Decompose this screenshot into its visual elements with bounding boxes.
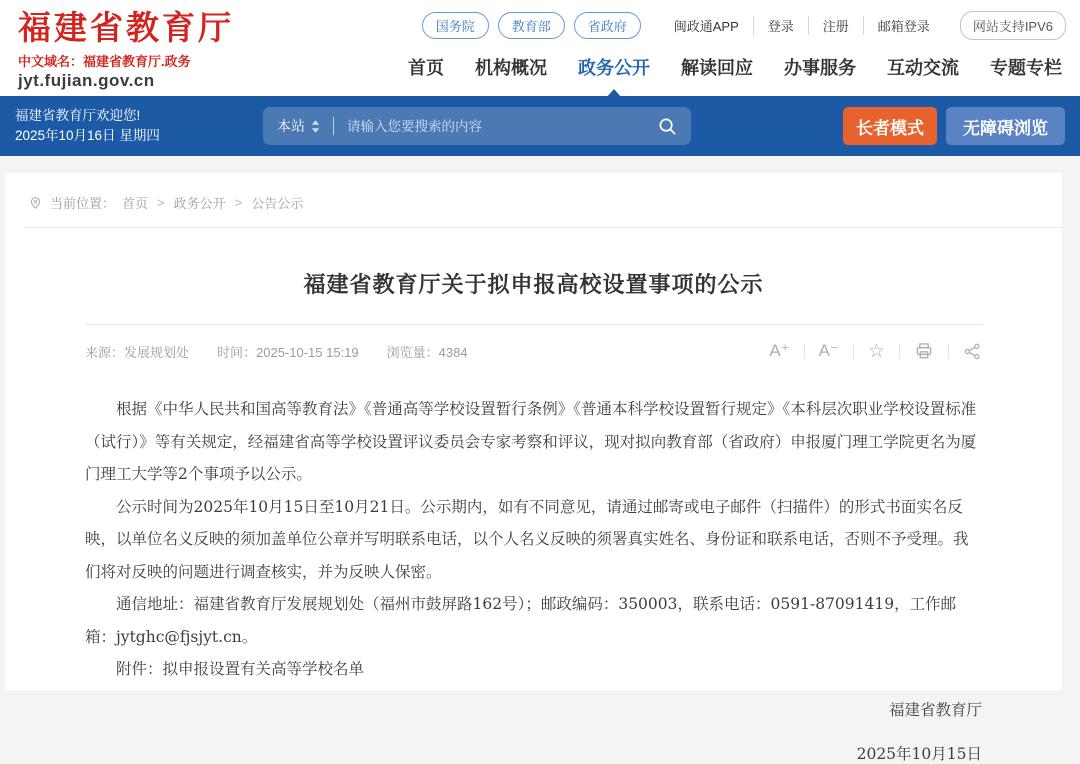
meta-source: 来源：发展规划处 [85,344,190,360]
link-minzhengtong-app[interactable]: 闽政通APP [673,19,739,34]
printer-icon [914,341,934,361]
user-links [660,16,944,35]
breadcrumb [23,173,1062,228]
sort-arrows-icon [311,120,320,133]
search-divider [333,117,334,135]
tool-separator [948,344,949,359]
article-body [85,393,982,686]
article-paragraph-attachment: 附件：拟申报设置有关高等学校名单 [116,660,365,678]
site-logo[interactable] [18,10,234,91]
accessibility-button[interactable]: 无障碍浏览 [946,107,1065,145]
ipv6-badge: 网站支持IPV6 [960,11,1066,40]
site-header [0,0,1080,96]
font-increase-button[interactable]: A⁺ [769,341,790,360]
nav-item-organization[interactable]: 机构概况 [475,58,547,78]
search-button[interactable] [658,117,677,136]
signature-date: 2025年10月15日 [856,744,982,763]
article-paragraph: 公示时间为2025年10月15日至10月21日。公示期内，如有不同意见，请通过邮寄或电子邮件（扫描件）的形式书面实名反映，以单位名义反映的须加盖单位公章并写明联系电话，以个人名义反映的须署真实姓名、身份证和联系电话，否则不予受理。我们将对反映的问题进行调查核实，并为反映人保密。 [85,497,969,581]
article-tools [769,340,982,363]
signature-block [85,698,982,764]
logo-title: 福建省教育厅 [18,11,234,47]
banner-bar [0,96,1080,156]
breadcrumb-label: 当前位置： [50,196,116,211]
share-button[interactable] [963,342,982,361]
breadcrumb-home[interactable]: 首页 [122,196,149,211]
logo-url: jyt.fujian.gov.cn [18,71,155,90]
mail-login-link[interactable]: 邮箱登录 [863,16,944,35]
link-provincial-government[interactable]: 省政府 [574,12,641,39]
search-scope-select[interactable] [277,116,320,136]
search-icon [658,117,677,136]
signature-agency: 福建省教育厅 [888,700,982,719]
tool-separator [804,344,805,359]
location-pin-icon [28,195,43,210]
breadcrumb-announcements[interactable]: 公告公示 [251,196,304,211]
content-card [5,173,1062,763]
tool-separator [853,344,854,359]
nav-item-services[interactable]: 办事服务 [784,58,856,78]
welcome-text: 福建省教育厅欢迎您! [15,108,141,123]
search-scope-value: 本站 [277,118,305,134]
article-paragraph: 根据《中华人民共和国高等教育法》《普通高等学校设置暂行条例》《普通本科学校设置暂行规定》《本科层次职业学校设置标准（试行）》等有关规定，经福建省高等学校设置评议委员会专家考察和评议，现对拟向教育部（省政府）申报厦门理工学院更名为厦门理工大学等2个事项予以公示。 [85,400,977,483]
tool-separator [899,344,900,359]
top-link-bar [422,11,1066,40]
meta-time: 时间：2025-10-15 15:19 [217,344,359,360]
share-icon [963,342,982,361]
logo-chinese-domain: 中文域名：福建省教育厅.政务 [18,54,191,69]
main-nav [408,54,1062,80]
article-paragraph: 通信地址：福建省教育厅发展规划处（福州市鼓屏路162号）；邮政编码：350003，联系电话：0591-87091419，工作邮箱：jytghc@fjsjyt.cn。 [85,595,957,646]
search-box [263,107,691,145]
nav-item-interaction[interactable]: 互动交流 [887,58,959,78]
welcome-block [15,106,263,146]
elder-mode-button[interactable]: 长者模式 [843,107,937,145]
search-input[interactable] [347,119,650,134]
nav-item-special-topics[interactable]: 专题专栏 [990,58,1062,78]
banner-date: 2025年10月16日 星期四 [15,128,160,143]
article-meta-row [85,325,982,377]
breadcrumb-separator: > [157,195,165,210]
link-ministry-of-education[interactable]: 教育部 [498,12,565,39]
nav-item-home[interactable]: 首页 [408,58,444,78]
breadcrumb-gov-disclosure[interactable]: 政务公开 [173,196,226,211]
meta-views: 浏览量：4384 [386,344,468,360]
favorite-star-icon[interactable]: ☆ [867,340,885,362]
nav-item-gov-disclosure[interactable]: 政务公开 [578,54,650,80]
article [5,268,1062,764]
link-state-council[interactable]: 国务院 [422,12,489,39]
nav-item-interpretation[interactable]: 解读回应 [681,58,753,78]
login-link[interactable]: 登录 [753,16,808,35]
breadcrumb-separator: > [234,195,243,210]
font-decrease-button[interactable]: A⁻ [818,341,839,360]
article-title: 福建省教育厅关于拟申报高校设置事项的公示 [303,272,764,297]
register-link[interactable]: 注册 [808,16,863,35]
print-button[interactable] [914,341,934,361]
